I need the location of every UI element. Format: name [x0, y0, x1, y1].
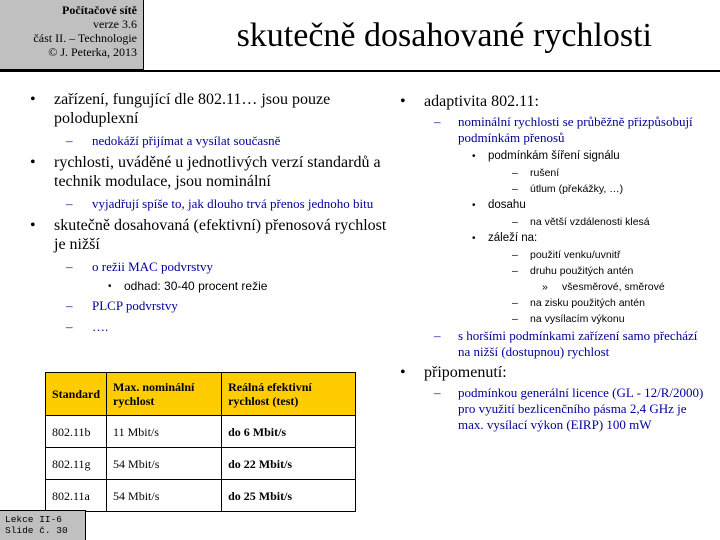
bullet-half-duplex: • zařízení, fungující dle 802.11… jsou pouze poloduplexní — [28, 90, 396, 128]
cell-effective: do 6 Mbit/s — [222, 416, 356, 448]
header-standard: Standard — [46, 373, 107, 416]
header-nominal: Max. nominální rychlost — [107, 373, 222, 416]
header-effective: Reálná efektivní rychlost (test) — [222, 373, 356, 416]
cell-standard: 802.11g — [46, 448, 107, 480]
cell-nominal: 54 Mbit/s — [107, 480, 222, 512]
slide-label: Slide č. 30 — [5, 525, 68, 536]
title-divider — [0, 70, 720, 72]
bullet-effective-speed: • skutečně dosahovaná (efektivní) přenosová rychlost je nižší — [28, 216, 396, 254]
cell-standard: 802.11b — [46, 416, 107, 448]
item-propagation-conditions: • podmínkám šíření signálu — [472, 149, 708, 164]
cell-nominal: 54 Mbit/s — [107, 448, 222, 480]
sub-bullet-nominal-adapt: – nominální rychlosti se průběžně přizpůsobují podmínkám přenosů — [432, 114, 708, 146]
item-attenuation: – útlum (překážky, …) — [510, 182, 708, 196]
item-range: • dosahu — [472, 198, 708, 213]
cell-standard: 802.11a — [46, 480, 107, 512]
slide-number-box — [0, 510, 86, 540]
right-column — [398, 92, 708, 436]
item-indoor-outdoor: – použití venku/uvnitř — [510, 248, 708, 262]
sub-bullet-bit-duration: – vyjadřují spíše to, jak dlouho trvá přenos jednoho bitu — [64, 195, 396, 212]
sub-sub-bullet-overhead-estimate: • odhad: 30-40 procent režie — [108, 279, 396, 294]
item-antenna-type: – druhu použitých antén — [510, 264, 708, 278]
sub-bullet-fallback: – s horšími podmínkami zařízení samo přechází na nižší (dostupnou) rychlost — [432, 328, 708, 360]
table-header-row — [46, 373, 356, 416]
lesson-label: Lekce II-6 — [5, 514, 63, 525]
table-row — [46, 480, 356, 512]
bullet-reminder: • připomenutí: — [398, 363, 708, 382]
cell-nominal: 11 Mbit/s — [107, 416, 222, 448]
speed-table — [45, 372, 356, 512]
sub-bullet-ellipsis: – …. — [64, 318, 396, 335]
bullet-nominal-speeds: • rychlosti, uváděné u jednotlivých verzí standardů a technik modulace, jsou nominální — [28, 153, 396, 191]
cell-effective: do 25 Mbit/s — [222, 480, 356, 512]
table-row — [46, 448, 356, 480]
table-row — [46, 416, 356, 448]
item-depends-on: • záleží na: — [472, 231, 708, 246]
sub-bullet-mac-overhead: – o režii MAC podvrstvy — [64, 258, 396, 275]
item-noise: – rušení — [510, 166, 708, 180]
course-part: část II. – Technologie — [33, 31, 137, 45]
slide-title: skutečně dosahované rychlosti — [236, 17, 652, 54]
sub-bullet-plcp: – PLCP podvrstvy — [64, 297, 396, 314]
item-antenna-kinds: » všesměrové, směrové — [540, 280, 708, 294]
left-column — [28, 90, 396, 339]
version: verze 3.6 — [93, 17, 137, 31]
sub-bullet-license: – podmínkou generální licence (GL - 12/R/2000) pro využití bezlicenčního pásma 2,4 GHz je max. vysílací výkon (EIRP) 100 mW — [432, 385, 708, 433]
item-range-decrease: – na větší vzdálenosti klesá — [510, 215, 708, 229]
cell-effective: do 22 Mbit/s — [222, 448, 356, 480]
course-info-box — [0, 0, 144, 70]
author: © J. Peterka, 2013 — [48, 45, 137, 59]
item-tx-power: – na vysílacím výkonu — [510, 312, 708, 326]
bullet-adaptivity: • adaptivita 802.11: — [398, 92, 708, 111]
item-antenna-gain: – na zisku použitých antén — [510, 296, 708, 310]
sub-bullet-no-simultaneous: – nedokáží přijímat a vysílat současně — [64, 132, 396, 149]
course-name: Počítačové sítě — [62, 3, 137, 17]
